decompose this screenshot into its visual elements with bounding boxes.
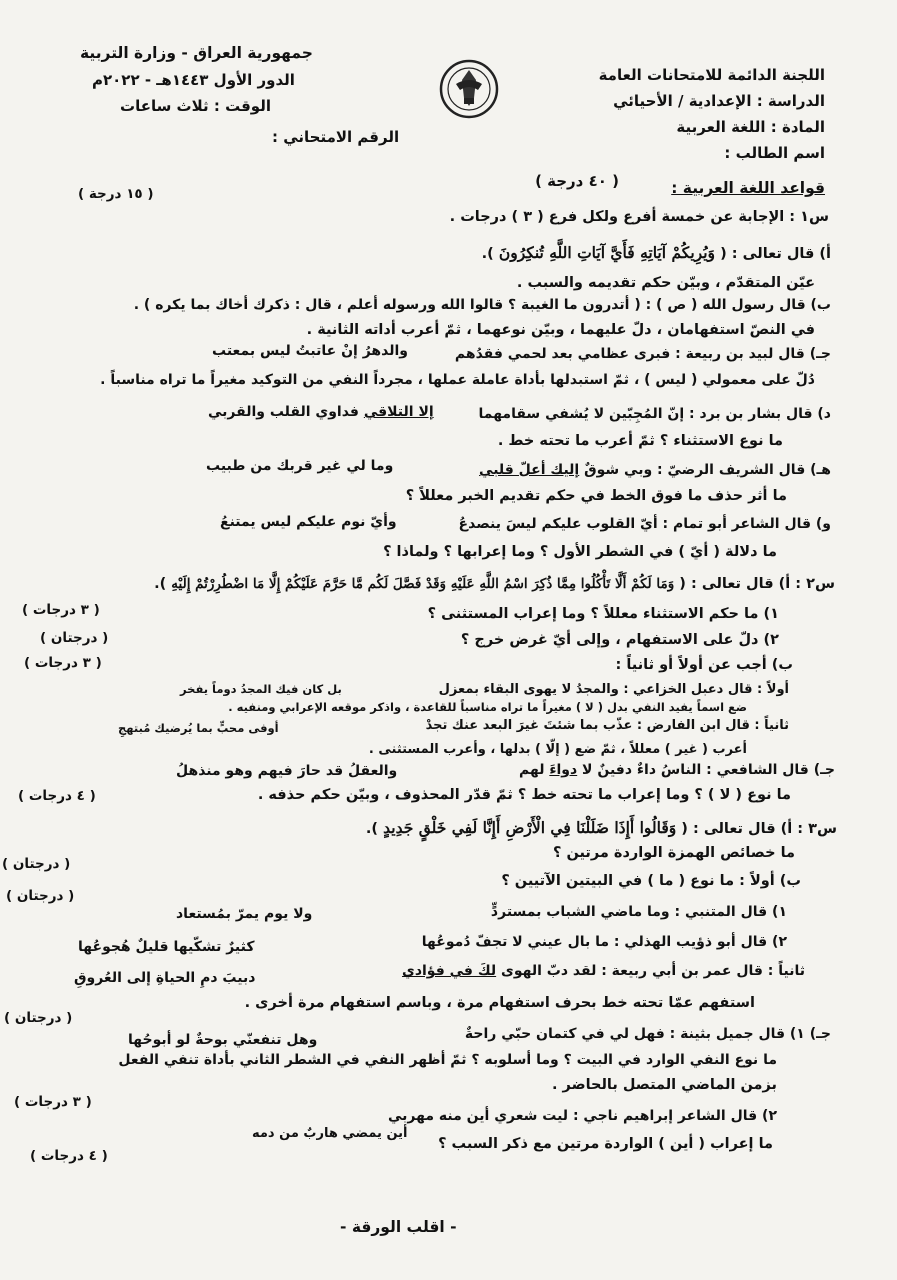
q3-c1-marks: ( ٣ درجات ) xyxy=(14,1094,92,1110)
q1-a-verse: أ) قال تعالى : ( وَيُرِيكُمْ آيَاتِهِ فَأَيَّ آيَاتِ اللَّهِ تُنكِرُونَ ). xyxy=(481,243,831,262)
q2-b-marks: ( ٣ درجات ) xyxy=(24,655,102,671)
q3-b-second-marks: ( درجتان ) xyxy=(4,1010,73,1026)
q2-b-second-verse-left: أوفى محبٍّ بما يُرضيك مُبتهجِ xyxy=(118,721,279,735)
q1-a-quran-text: وَيُرِيكُمْ آيَاتِهِ فَأَيَّ آيَاتِ اللَّهِ تُنكِرُونَ xyxy=(498,243,715,262)
q3-b-first-question: ب) أولاً : ما نوع ( ما ) في البيتين الآتيين ؟ xyxy=(501,873,801,889)
q1-f-question: ما دلالة ( أيّ ) في الشطر الأول ؟ وما إعرابها ؟ ولماذا ؟ xyxy=(383,544,777,560)
q3-b-verse-2-left: كثيرٌ تشكّيها قليلٌ هُجوعُها xyxy=(78,939,255,955)
q2-c-verse-left: والعقلُ قد حارَ فيهم وهو منذهلُ xyxy=(176,763,398,779)
q1-b-hadith: ب) قال رسول الله ( ص ) : ( أتدرون ما الغيبة ؟ قالوا الله ورسوله أعلم ، قال : ذكرك أخاك بما يكره ) . xyxy=(133,297,831,313)
q3-c2-verse-right: ٢) قال الشاعر إبراهيم ناجي : ليت شعري أين منه مهربي xyxy=(388,1108,777,1124)
study-branch: الدراسة : الإعدادية / الأحيائي xyxy=(613,92,825,110)
q1-c-verse-right: جـ) قال لبيد بن ربيعة : فبرى عظامي بعد لحمي فقدُهم xyxy=(454,346,831,362)
exam-session: الدور الأول ١٤٤٣هـ - ٢٠٢٢م xyxy=(92,71,295,89)
q2-a-verse: س٢ : أ) قال تعالى : ( وَمَا لَكُمْ أَلَّا تَأْكُلُوا مِمَّا ذُكِرَ اسْمُ اللَّهِ عَلَيْهِ وَقَدْ فَصَّلَ لَكُم مَّا حَرَّمَ عَلَيْكُمْ إِلَّا مَا اضْطُرِرْتُمْ إِلَيْهِ ). xyxy=(154,576,835,592)
q1-c-verse-left: والدهرُ إنْ عاتبتُ ليس بمعتب xyxy=(212,343,408,359)
q3-a-question: ما خصائص الهمزة الواردة مرتين ؟ xyxy=(552,845,795,861)
ministry-name: جمهورية العراق - وزارة التربية xyxy=(80,44,313,62)
q3-c2-question: ما إعراب ( أين ) الواردة مرتين مع ذكر السبب ؟ xyxy=(438,1136,773,1152)
q2-a-question-2: ٢) دلّ على الاستفهام ، وإلى أيّ غرض خرج ؟ xyxy=(460,632,779,648)
q1-e-verse-right: هـ) قال الشريف الرضيّ : وبي شوقٌ إليك أعلّ قلبي xyxy=(479,462,831,478)
section-total-marks: ( ٤٠ درجة ) xyxy=(535,172,619,190)
exam-number-label: الرقم الامتحاني : xyxy=(272,128,400,146)
q2-c-verse-right: جـ) قال الشافعي : الناسُ داءٌ دفينٌ لا دواءَ لهم xyxy=(518,762,835,778)
subject: المادة : اللغة العربية xyxy=(676,118,825,136)
q3-b-second-verse-left: دبيبَ دمِ الحياةِ إلى العُروقِ xyxy=(74,970,256,986)
q2-b-first-question: ضع اسماً يفيد النفي بدل ( لا ) مغيراً ما تراه مناسباً للقاعدة ، واذكر موقعه الإعرابي ومنفيه . xyxy=(228,700,747,714)
q1-f-verse-left: وأيّ نوم عليكم ليس يمتنعُ xyxy=(220,514,397,530)
q3-b-verse-1-left: ولا يوم يمرّ بمُستعاد xyxy=(176,906,313,922)
q1-marks: ( ١٥ درجة ) xyxy=(78,186,154,202)
exam-time: الوقت : ثلاث ساعات xyxy=(120,97,271,115)
q3-c-verse-left: وهل تنفعنّي بوحةٌ لو أبوحُها xyxy=(128,1032,318,1048)
q3-a-marks: ( درجتان ) xyxy=(2,856,71,872)
q2-b-second-question: أعرب ( غير ) معللاً ، ثمّ ضع ( إلّا ) بدلها ، وأعرب المستثنى . xyxy=(368,742,747,757)
q3-c-question-line-2: بزمن الماضي المتصل بالحاضر . xyxy=(552,1077,777,1093)
q2-a-quran-text: وَمَا لَكُمْ أَلَّا تَأْكُلُوا مِمَّا ذُكِرَ اسْمُ اللَّهِ عَلَيْهِ وَقَدْ فَصَّلَ لَكُم مَّا حَرَّمَ عَلَيْكُمْ إِلَّا مَا اضْطُرِرْتُمْ إِلَيْهِ xyxy=(171,576,675,592)
iraq-emblem-seal xyxy=(438,58,500,120)
q2-a-question-1: ١) ما حكم الاستثناء معللاً ؟ وما إعراب المستثنى ؟ xyxy=(427,606,779,622)
q3-c-question-line-1: ما نوع النفي الوارد في البيت ؟ وما أسلوبه ؟ ثمّ أظهر النفي في الشطر الثاني بأداة تنفي الفعل xyxy=(118,1052,777,1068)
student-name-label: اسم الطالب : xyxy=(724,144,825,162)
q1-instruction: س١ : الإجابة عن خمسة أفرع ولكل فرع ( ٣ ) درجات . xyxy=(449,209,829,225)
q3-c2-marks: ( ٤ درجات ) xyxy=(30,1148,108,1164)
section-title: قواعد اللغة العربية : xyxy=(671,179,825,197)
q1-b-question: في النصّ استفهامان ، دلّ عليهما ، وبيّن نوعهما ، ثمّ أعرب أداته الثانية . xyxy=(306,322,815,338)
q1-a-question: عيّن المتقدّم ، وبيّن حكم تقديمه والسبب . xyxy=(516,275,815,291)
q3-b-second-verse-right: ثانياً : قال عمر بن أبي ربيعة : لقد دبّ الهوى لكَ في فؤادي xyxy=(401,963,805,979)
q2-c-question: ما نوع ( لا ) ؟ وما إعراب ما تحته خط ؟ ثمّ قدّر المحذوف ، وبيّن حكم حذفه . xyxy=(257,787,791,803)
q3-a-verse: س٣ : أ) قال تعالى : ( وَقَالُوا أَإِذَا ضَلَلْنَا فِي الْأَرْضِ أَإِنَّا لَفِي خَلْقٍ جَدِيدٍ ). xyxy=(365,818,837,837)
q2-a2-marks: ( درجتان ) xyxy=(40,630,109,646)
committee-name: اللجنة الدائمة للامتحانات العامة xyxy=(598,66,825,84)
q2-c-marks: ( ٤ درجات ) xyxy=(18,788,96,804)
q2-b-instruction: ب) أجب عن أولاً أو ثانياً : xyxy=(615,657,793,673)
q3-a-quran-text: وَقَالُوا أَإِذَا ضَلَلْنَا فِي الْأَرْضِ أَإِنَّا لَفِي خَلْقٍ جَدِيدٍ xyxy=(383,818,677,837)
q2-b-first-verse-left: بل كان فيك المجدُ دوماً يفخر xyxy=(180,682,342,696)
q1-d-verse-right: د) قال بشار بن برد : إنّ المُجِبّين لا يُشفي سقامهما xyxy=(478,406,831,422)
q3-c2-verse-left: أين يمضي هاربٌ من دمه xyxy=(252,1126,408,1141)
q2-b-first-verse-right: أولاً : قال دعبل الخزاعي : والمجدُ لا يهوى البقاء بمعزل xyxy=(438,682,789,697)
turn-page-note: - اقلب الورقة - xyxy=(340,1218,457,1236)
q1-c-question: دُلّ على معمولي ( ليس ) ، ثمّ استبدلها بأداة عاملة عملها ، مجرداً النفي من التوكيد مغيراً ما تراه مناسباً . xyxy=(100,372,815,388)
q1-d-verse-left: إلا التلاقي فداوي القلب والقربي xyxy=(208,404,434,420)
q3-b-verse-2-right: ٢) قال أبو ذؤيب الهذلي : ما بال عيني لا تجفّ دُموعُها xyxy=(421,934,787,950)
q1-d-question: ما نوع الاستثناء ؟ ثمّ أعرب ما تحته خط . xyxy=(497,433,783,449)
q3-b-second-question: استفهم عمّا تحته خط بحرف استفهام مرة ، وباسم استفهام مرة أخرى . xyxy=(244,995,755,1011)
q1-f-verse-right: و) قال الشاعر أبو تمام : أيّ القلوب عليكم ليسَ ينصدعُ xyxy=(458,516,831,532)
q3-c-verse-right: جـ) ١) قال جميل بثينة : فهل لي في كتمان حبّي راحةٌ xyxy=(464,1026,831,1042)
q3-b-marks: ( درجتان ) xyxy=(6,888,75,904)
q2-b-second-verse-right: ثانياً : قال ابن الفارض : عذّب بما شئتَ غيرَ البعد عنك تجدْ xyxy=(425,718,789,733)
q2-a1-marks: ( ٣ درجات ) xyxy=(22,602,100,618)
q3-b-verse-1-right: ١) قال المتنبي : وما ماضي الشباب بمستردٍّ xyxy=(490,904,787,920)
q1-e-question: ما أثر حذف ما فوق الخط في حكم تقديم الخبر معللاً ؟ xyxy=(405,488,787,504)
q1-e-verse-left: وما لي غير قربك من طبيب xyxy=(206,458,394,474)
